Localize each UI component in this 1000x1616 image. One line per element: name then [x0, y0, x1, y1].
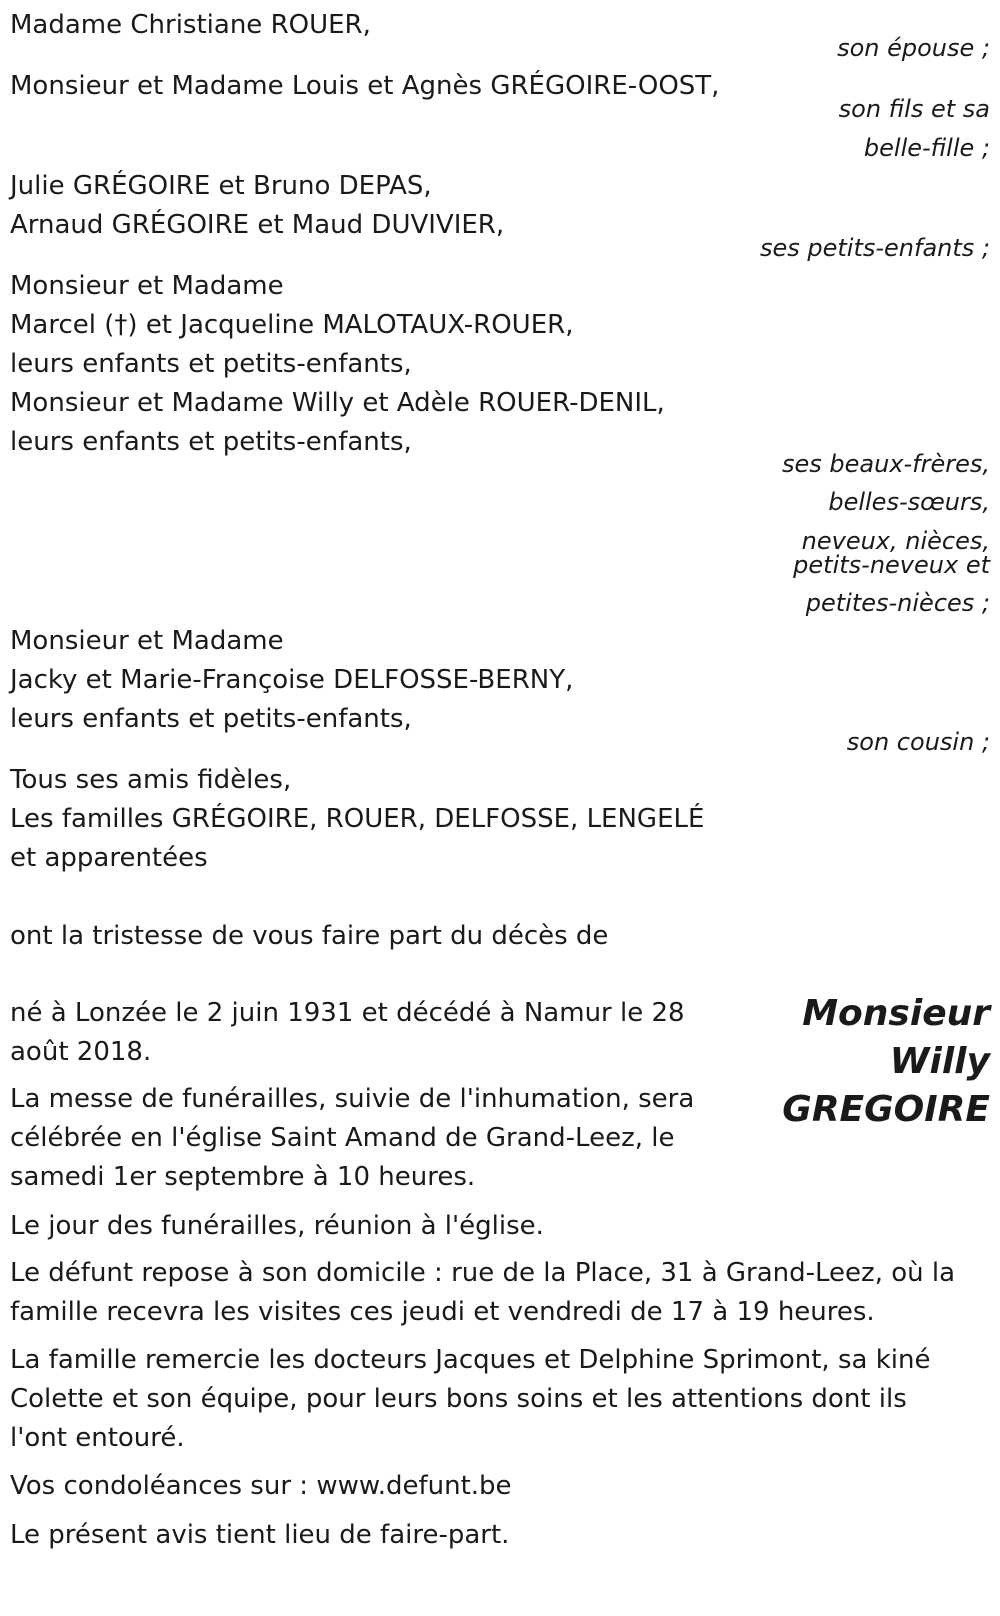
deceased-title: Monsieur [802, 993, 990, 1034]
inlaws-line-4: Monsieur et Madame Willy et Adèle ROUER-DENIL, [10, 388, 665, 418]
friends-line-3: et apparentées [10, 843, 208, 873]
birth-line-1: né à Lonzée le 2 juin 1931 et décédé à Namur le 28 [10, 998, 685, 1028]
thanks-line-3: l'ont entouré. [10, 1423, 185, 1453]
inlaws-relation-2: belles-sœurs, [828, 488, 990, 516]
funeral-line-2: célébrée en l'église Saint Amand de Grand-Leez, le [10, 1123, 675, 1153]
meeting-line: Le jour des funérailles, réunion à l'église. [10, 1211, 544, 1241]
rest-line-1: Le défunt repose à son domicile : rue de la Place, 31 à Grand-Leez, où la [10, 1258, 956, 1288]
birth-line-2: août 2018. [10, 1037, 152, 1067]
inlaws-line-2: Marcel (†) et Jacqueline MALOTAUX-ROUER, [10, 310, 574, 340]
friends-line-1: Tous ses amis fidèles, [10, 765, 292, 795]
grandchildren-relation: ses petits-enfants ; [759, 234, 990, 262]
son-relation-line-1: son fils et sa [838, 95, 990, 123]
friends-line-2: Les familles GRÉGOIRE, ROUER, DELFOSSE, LENGELÉ [10, 804, 705, 834]
inlaws-relation-5: petites-nièces ; [805, 589, 990, 617]
cousin-line-2: Jacky et Marie-Françoise DELFOSSE-BERNY, [10, 665, 574, 695]
deceased-first-name: Willy [889, 1041, 990, 1082]
grandchild-2: Arnaud GRÉGOIRE et Maud DUVIVIER, [10, 210, 505, 240]
funeral-line-3: samedi 1er septembre à 10 heures. [10, 1162, 476, 1192]
inlaws-relation-1: ses beaux-frères, [781, 450, 990, 478]
cousin-line-3: leurs enfants et petits-enfants, [10, 704, 412, 734]
announcement: ont la tristesse de vous faire part du décès de [10, 921, 609, 951]
thanks-line-1: La famille remercie les docteurs Jacques et Delphine Sprimont, sa kiné [10, 1345, 931, 1375]
son-relation-line-2: belle-fille ; [863, 134, 990, 162]
inlaws-line-3: leurs enfants et petits-enfants, [10, 349, 412, 379]
condolences-line: Vos condoléances sur : www.defunt.be [10, 1471, 512, 1501]
funeral-line-1: La messe de funérailles, suivie de l'inhumation, sera [10, 1084, 695, 1114]
notice-line: Le présent avis tient lieu de faire-part. [10, 1520, 510, 1550]
inlaws-relation-3: neveux, nièces, [801, 527, 990, 555]
spouse-name: Madame Christiane ROUER, [10, 10, 371, 40]
cousin-relation: son cousin ; [846, 728, 990, 756]
inlaws-line-5: leurs enfants et petits-enfants, [10, 427, 412, 457]
inlaws-line-1: Monsieur et Madame [10, 271, 284, 301]
cousin-line-1: Monsieur et Madame [10, 626, 284, 656]
deceased-last-name: GREGOIRE [782, 1089, 990, 1130]
son-name: Monsieur et Madame Louis et Agnès GRÉGOIRE-OOST, [10, 71, 720, 101]
inlaws-relation-4: petits-neveux et [793, 551, 990, 579]
rest-line-2: famille recevra les visites ces jeudi et vendredi de 17 à 19 heures. [10, 1297, 875, 1327]
grandchild-1: Julie GRÉGOIRE et Bruno DEPAS, [10, 171, 432, 201]
spouse-relation: son épouse ; [837, 34, 990, 62]
thanks-line-2: Colette et son équipe, pour leurs bons soins et les attentions dont ils [10, 1384, 907, 1414]
